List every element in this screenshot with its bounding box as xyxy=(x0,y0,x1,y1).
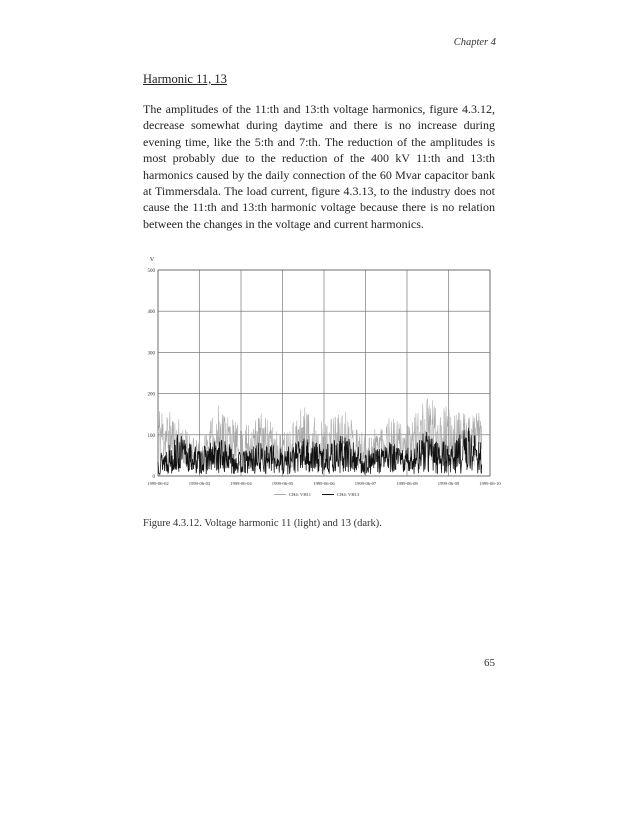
x-tick-label: 1999-06-03 xyxy=(188,481,211,486)
x-tick-label: 1999-06-08 xyxy=(396,481,418,486)
y-axis-label: V xyxy=(149,257,155,263)
y-tick-label: 400 xyxy=(147,310,155,316)
x-tick-label: 1999-06-02 xyxy=(147,481,169,486)
y-tick-label: 100 xyxy=(147,433,155,439)
x-tick-label: 1999-06-10 xyxy=(479,481,501,486)
chart-voltage-harmonic-11-13 xyxy=(138,252,510,502)
page-number: 65 xyxy=(484,657,495,669)
legend-label: CH4: VH13 xyxy=(337,492,360,497)
x-tick-label: 1999-06-04 xyxy=(230,481,252,486)
legend-label: CH4: VH11 xyxy=(289,492,312,497)
x-tick-label: 1999-06-09 xyxy=(437,481,460,486)
figure-voltage-harmonics xyxy=(138,252,510,502)
running-head: Chapter 4 xyxy=(453,37,496,48)
y-tick-label: 500 xyxy=(147,269,155,274)
body-paragraph: The amplitudes of the 11:th and 13:th voltage harmonics, figure 4.3.12, decrease somewhat during daytime and there is no increase during evening time, like the 5:th and 7:th. The reduction of the amplitudes is most probably due to the reduction of the 400 kV 11:th and 13:th harmonics caused by the daily connection of the 60 Mvar capacitor bank at Timmersdala. The load current, figure 4.3.13, to the industry does not cause the 11:th and 13:th harmonic voltage because there is no relation between the changes in the voltage and current harmonics. xyxy=(143,102,495,231)
x-tick-label: 1999-06-05 xyxy=(271,481,294,486)
figure-caption: Figure 4.3.12. Voltage harmonic 11 (light) and 13 (dark). xyxy=(143,518,382,529)
x-tick-label: 1999-06-06 xyxy=(313,481,335,486)
x-tick-label: 1999-06-07 xyxy=(354,481,377,486)
y-tick-label: 0 xyxy=(152,475,155,480)
section-heading: Harmonic 11, 13 xyxy=(143,72,227,86)
y-tick-label: 300 xyxy=(147,351,155,357)
y-tick-label: 200 xyxy=(147,392,155,398)
